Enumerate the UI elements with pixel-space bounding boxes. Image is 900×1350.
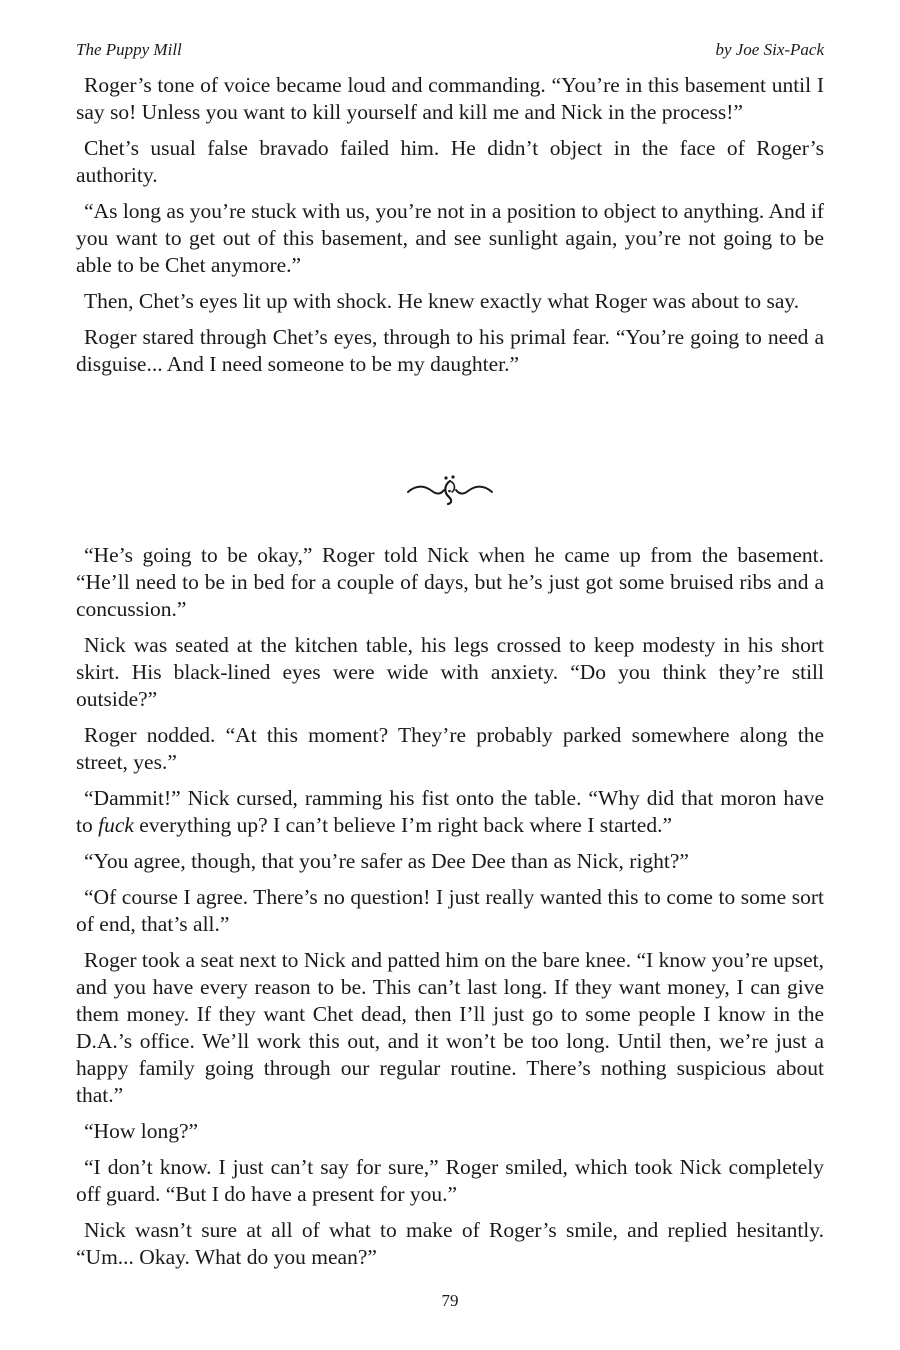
paragraph: “As long as you’re stuck with us, you’re not in a position to object to anything. And if you want to get out of this basement, and see sunlight again, you’re not going to be able to be Chet anymore.” — [76, 199, 824, 277]
paragraph-text: everything up? I can’t believe I’m right back where I started.” — [133, 813, 672, 837]
running-header — [76, 38, 824, 62]
paragraph-text: “Dammit!” Nick cursed, ramming his fist onto the table. “Why did that moron have to — [76, 786, 824, 837]
section-one — [76, 72, 824, 387]
fleuron-icon — [402, 473, 498, 507]
paragraph: Nick was seated at the kitchen table, his legs crossed to keep modesty in his short skirt. His black-lined eyes were wide with anxiety. “Do you think they’re still outside?” — [76, 633, 824, 711]
paragraph: Then, Chet’s eyes lit up with shock. He knew exactly what Roger was about to say. — [84, 289, 800, 313]
section-two — [76, 542, 824, 1280]
paragraph: Roger stared through Chet’s eyes, through to his primal fear. “You’re going to need a disguise... And I need someone to be my daughter.” — [76, 325, 824, 376]
emphasis-text: fuck — [98, 813, 134, 837]
paragraph: “I don’t know. I just can’t say for sure,” Roger smiled, which took Nick completely off guard. “But I do have a present for you.” — [76, 1155, 824, 1206]
paragraph: Roger took a seat next to Nick and patted him on the bare knee. “I know you’re upset, and you have every reason to be. This can’t last long. If they want money, I can give them money. If they want Chet dead, then I’ll just go to some people I know in the D.A.’s office. We’ll work this out, and it won’t be too long. Until then, we’re just a happy family going through our regular routine. There’s nothing suspicious about that.” — [76, 948, 824, 1107]
paragraph: Roger nodded. “At this moment? They’re probably parked somewhere along the street, yes.” — [76, 723, 824, 774]
paragraph — [76, 785, 824, 839]
paragraph: Roger’s tone of voice became loud and commanding. “You’re in this basement until I say so! Unless you want to kill yourself and kill me and Nick in the process!” — [76, 73, 824, 124]
paragraph: “Of course I agree. There’s no question! I just really wanted this to come to some sort of end, that’s all.” — [76, 885, 824, 936]
paragraph: “You agree, though, that you’re safer as Dee Dee than as Nick, right?” — [84, 849, 689, 873]
paragraph: “How long?” — [84, 1119, 199, 1143]
header-book-title: The Puppy Mill — [76, 40, 182, 59]
paragraph: Chet’s usual false bravado failed him. He didn’t object in the face of Roger’s authority. — [76, 136, 824, 187]
paragraph: “He’s going to be okay,” Roger told Nick when he came up from the basement. “He’ll need to be in bed for a couple of days, but he’s just got some bruised ribs and a concussion.” — [76, 543, 824, 621]
paragraph: Nick wasn’t sure at all of what to make of Roger’s smile, and replied hesitantly. “Um... Okay. What do you mean?” — [76, 1218, 824, 1269]
section-break — [0, 470, 900, 510]
page-number: 79 — [441, 1291, 459, 1310]
header-author: by Joe Six-Pack — [715, 40, 824, 59]
